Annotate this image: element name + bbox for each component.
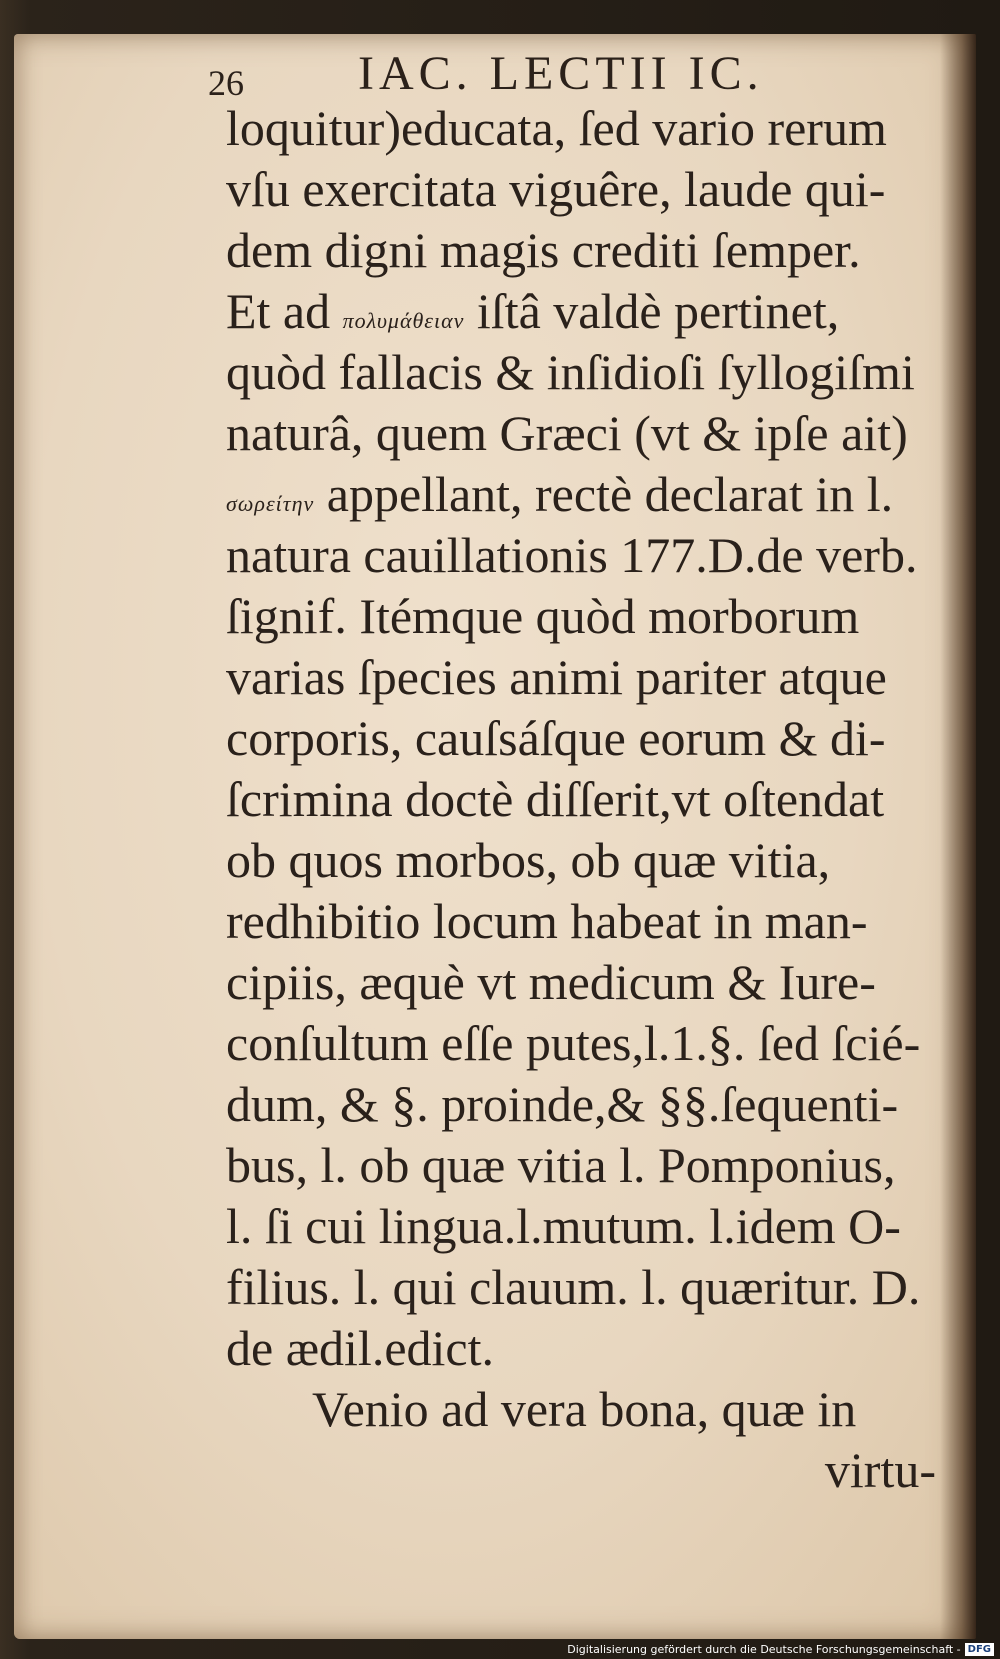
text-segment: Et ad bbox=[226, 283, 331, 339]
page-number: 26 bbox=[208, 63, 244, 103]
text-line: loquitur)educata, ſed vario rerum bbox=[226, 100, 887, 156]
dfg-logo: DFG bbox=[965, 1643, 994, 1656]
text-line: quòd fallacis & inſidioſi ſyllogiſmi bbox=[226, 344, 915, 400]
text-line: redhibitio locum habeat in man- bbox=[226, 893, 868, 949]
text-line: naturâ, quem Græci (vt & ipſe ait) bbox=[226, 405, 908, 461]
text-line: ſcrimina doctè diſſerit,vt oſtendat bbox=[226, 771, 885, 827]
catchword: virtu- bbox=[824, 1442, 936, 1498]
greek-word: σωρείτην bbox=[226, 491, 315, 516]
text-line: ſignif. Itémque quòd morborum bbox=[226, 588, 860, 644]
credit-text: Digitalisierung gefördert durch die Deutsche Forschungsgemeinschaft - bbox=[567, 1642, 961, 1656]
text-line-with-greek bbox=[226, 281, 946, 342]
text-line: varias ſpecies animi pariter atque bbox=[226, 649, 887, 705]
paragraph-start-line: Venio ad vera bona, quæ in bbox=[312, 1381, 857, 1437]
digitization-credit bbox=[567, 1641, 994, 1657]
text-line: de ædil.edict. bbox=[226, 1320, 494, 1376]
text-line: natura cauillationis 177.D.de verb. bbox=[226, 527, 918, 583]
text-line: vſu exercitata viguêre, laude qui- bbox=[226, 161, 886, 217]
text-segment: appellant, rectè declarat in l. bbox=[326, 466, 894, 522]
text-line: dem digni magis crediti ſemper. bbox=[226, 222, 861, 278]
text-line: filius. l. qui clauum. l. quæritur. D. bbox=[226, 1259, 921, 1315]
running-head-title: IAC. LECTII IC. bbox=[358, 47, 764, 100]
text-line: l. ſi cui lingua.l.mutum. l.idem O- bbox=[226, 1198, 901, 1254]
text-line: ob quos morbos, ob quæ vitia, bbox=[226, 832, 831, 888]
greek-word: πολυμάθειαν bbox=[342, 308, 465, 333]
text-line: corporis, cauſsáſque eorum & di- bbox=[226, 710, 886, 766]
text-line: bus, l. ob quæ vitia l. Pomponius, bbox=[226, 1137, 896, 1193]
body-text bbox=[226, 98, 946, 1501]
text-line: dum, & §. proinde,& §§.ſequenti- bbox=[226, 1076, 899, 1132]
text-line-with-greek bbox=[226, 464, 946, 525]
text-line: cipiis, æquè vt medicum & Iure- bbox=[226, 954, 876, 1010]
text-segment: iſtâ valdè pertinet, bbox=[476, 283, 840, 339]
text-line: conſultum eſſe putes,l.1.§. ſed ſcié- bbox=[226, 1015, 921, 1071]
